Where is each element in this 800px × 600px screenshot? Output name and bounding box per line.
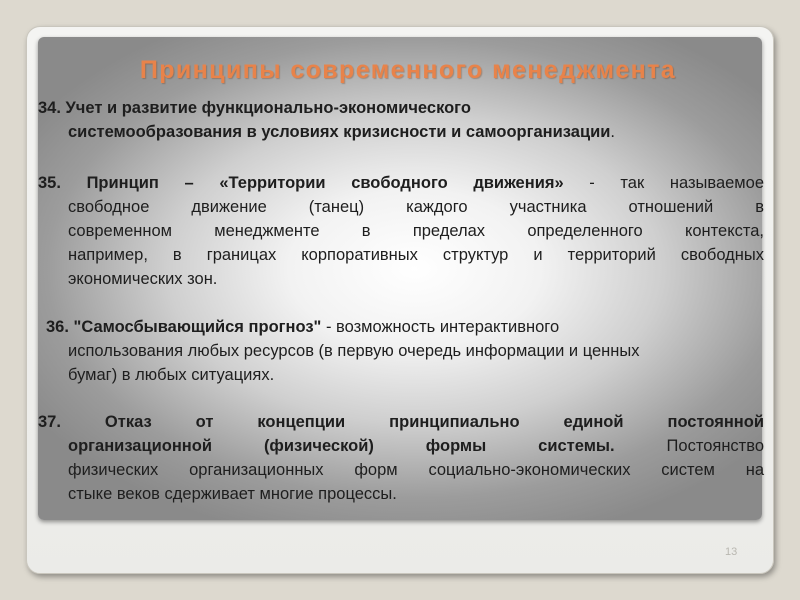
page-number: 13 [725, 546, 738, 558]
text-line: 36. "Самосбывающийся прогноз" - возможность интерактивного [46, 318, 560, 336]
text-line: системообразования в условиях кризисности и самоорганизации. [68, 123, 615, 141]
text-line: бумаг) в любых ситуациях. [68, 366, 275, 384]
text-line: 35. Принцип – «Территории свободного движения» - так называемое [38, 174, 764, 192]
text-line: использования любых ресурсов (в первую очередь информации и ценных [68, 342, 640, 360]
text-line: 37. Отказ от концепции принципиально единой постоянной [38, 413, 764, 431]
principle-34 [38, 96, 764, 144]
text-line: экономических зон. [68, 270, 218, 288]
text-line: современном менеджменте в пределах определенного контекста, [68, 222, 764, 240]
text-line: физических организационных форм социально-экономических систем на [68, 461, 764, 479]
text-line: 34. Учет и развитие функционально-экономического [38, 99, 471, 117]
principle-37 [38, 410, 764, 506]
text-line: например, в границах корпоративных структур и территорий свободных [68, 246, 764, 264]
principle-36 [38, 315, 764, 387]
text-line: свободное движение (танец) каждого участника отношений в [68, 198, 764, 216]
page-title: Принципы современного менеджмента [139, 56, 677, 84]
principle-35 [38, 171, 764, 291]
text-line: организационной (физической) формы системы. Постоянство [68, 437, 764, 455]
text-line: стыке веков сдерживает многие процессы. [68, 485, 397, 503]
